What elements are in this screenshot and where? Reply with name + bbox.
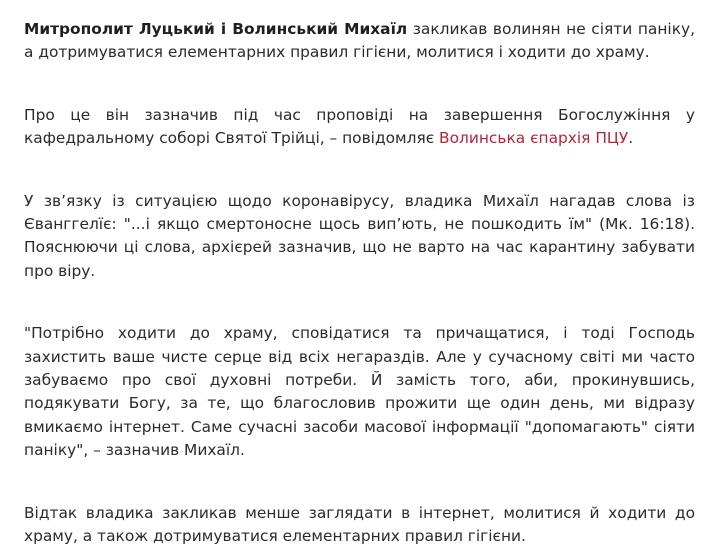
- source-text-before: Про це він зазначив під час проповіді на завершення Богослужіння у кафедральному соборі Святої Трійці, – повідомляє: [24, 105, 695, 148]
- coronavirus-text: У зв’язку із ситуацією щодо коронавірусу, владика Михаїл нагадав слова із Єванггелїє: "...і якщо смертоносне щось вип’ють, не пошкодить їм" (Мк. 16:18). Пояснюючи ці слова, архієрей зазначив, що не варто на час карантину забувати про віру.: [24, 191, 695, 280]
- quote-text: "Потрібно ходити до храму, сповідатися та причащатися, і тоді Господь захистить ваше чисте серце від всіх негараздів. Але у сучасному світі ми часто забуваємо про свої духовні потреби. Й замість того, аби, прокинувшись, подякувати Богу, за те, що благословив прожити ще один день, ми відразу вмикаємо інтернет. Саме сучасні засоби масової інформації "допомагають" сіяти паніку", – зазначив Михаїл.: [24, 324, 695, 460]
- conclusion-text: Відтак владика закликав менше заглядати в інтернет, молитися й ходити до храму, а також дотримуватися елементарних правил гігієни.: [24, 503, 695, 546]
- paragraph-quote: [24, 322, 695, 462]
- paragraph-coronavirus: [24, 190, 695, 284]
- intro-text: закликав волинян не сіяти паніку, а дотримуватися елементарних правил гігієни, молитися і ходити до храму.: [24, 20, 696, 62]
- source-link[interactable]: Волинська єпархія ПЦУ: [439, 129, 629, 148]
- source-text-after: .: [628, 129, 634, 148]
- paragraph-source: [24, 104, 695, 151]
- paragraph-conclusion: [24, 502, 695, 549]
- metropolitan-name: Митрополит Луцький і Волинський Михаїл: [24, 20, 408, 38]
- paragraph-intro: [24, 18, 695, 65]
